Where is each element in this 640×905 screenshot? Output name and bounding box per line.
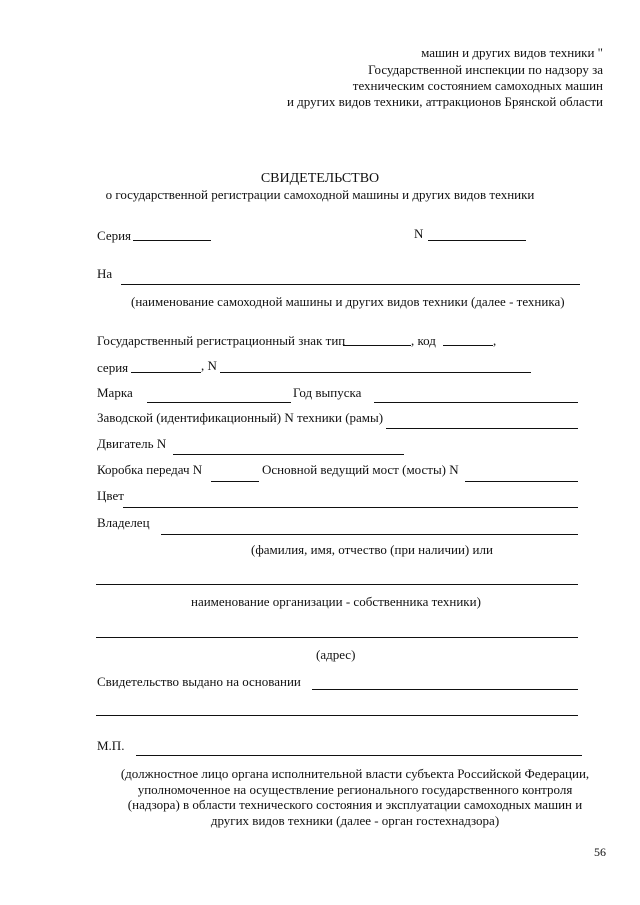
owner-blank (161, 534, 578, 535)
series-blank (133, 240, 211, 241)
series2-blank (131, 372, 201, 373)
header-line-3: техническим состоянием самоходных машин (352, 78, 603, 93)
number-label: N (414, 226, 424, 241)
machine-name-caption: (наименование самоходной машины и других видов техники (далее - техника) (131, 294, 565, 309)
header-line-1: машин и других видов техники " (421, 45, 603, 60)
na-label: На (97, 266, 113, 281)
n-label: , N (201, 358, 217, 373)
serial-blank (386, 428, 578, 429)
gearbox-blank (211, 481, 259, 482)
code-comma: , (493, 333, 497, 348)
official-caption-line-1: (должностное лицо органа исполнительной власти субъекта Российской Федерации, (120, 766, 590, 781)
reg-sign-label: Государственный регистрационный знак тип (97, 333, 346, 348)
brand-blank (147, 402, 291, 403)
color-blank (123, 507, 578, 508)
page-number: 56 (594, 845, 606, 859)
document-title: СВИДЕТЕЛЬСТВО (260, 171, 380, 186)
n-blank (220, 372, 531, 373)
engine-blank (173, 454, 404, 455)
series2-label: серия (97, 360, 129, 375)
machine-name-blank (121, 284, 580, 285)
series-label: Серия (97, 228, 132, 243)
owner-caption: (фамилия, имя, отчество (при наличии) или (251, 542, 493, 557)
official-signature-blank (136, 755, 582, 756)
basis-label: Свидетельство выдано на основании (97, 674, 301, 689)
official-caption-line-4: других видов техники (далее - орган гостехнадзора) (210, 813, 500, 828)
official-caption-line-3: (надзора) в области технического состояния и эксплуатации самоходных машин и (127, 797, 583, 812)
official-caption-line-2: уполномоченное на осуществление регионального государственного контроля (137, 782, 573, 797)
reg-code-blank (443, 345, 493, 346)
address-caption: (адрес) (316, 647, 356, 662)
owner-label: Владелец (97, 515, 150, 530)
document-subtitle: о государственной регистрации самоходной машины и других видов техники (105, 187, 535, 202)
basis-blank (312, 689, 578, 690)
axle-label: Основной ведущий мост (мосты) N (262, 462, 459, 477)
serial-label: Заводской (идентификационный) N техники (рамы) (97, 410, 384, 425)
mp-label: М.П. (97, 738, 125, 753)
basis-blank-2 (96, 715, 578, 716)
number-blank (428, 240, 526, 241)
address-blank (96, 637, 578, 638)
header-line-4: и других видов техники, аттракционов Брянской области (286, 94, 603, 109)
brand-label: Марка (97, 385, 133, 400)
color-label: Цвет (97, 488, 124, 503)
year-label: Год выпуска (293, 385, 362, 400)
engine-label: Двигатель N (97, 436, 167, 451)
header-line-2: Государственной инспекции по надзору за (368, 62, 603, 77)
gearbox-label: Коробка передач N (97, 462, 203, 477)
reg-type-blank (343, 345, 411, 346)
axle-blank (465, 481, 578, 482)
year-blank (374, 402, 578, 403)
code-label: , код (411, 333, 436, 348)
owner-blank-2 (96, 584, 578, 585)
org-caption: наименование организации - собственника техники) (191, 594, 481, 609)
